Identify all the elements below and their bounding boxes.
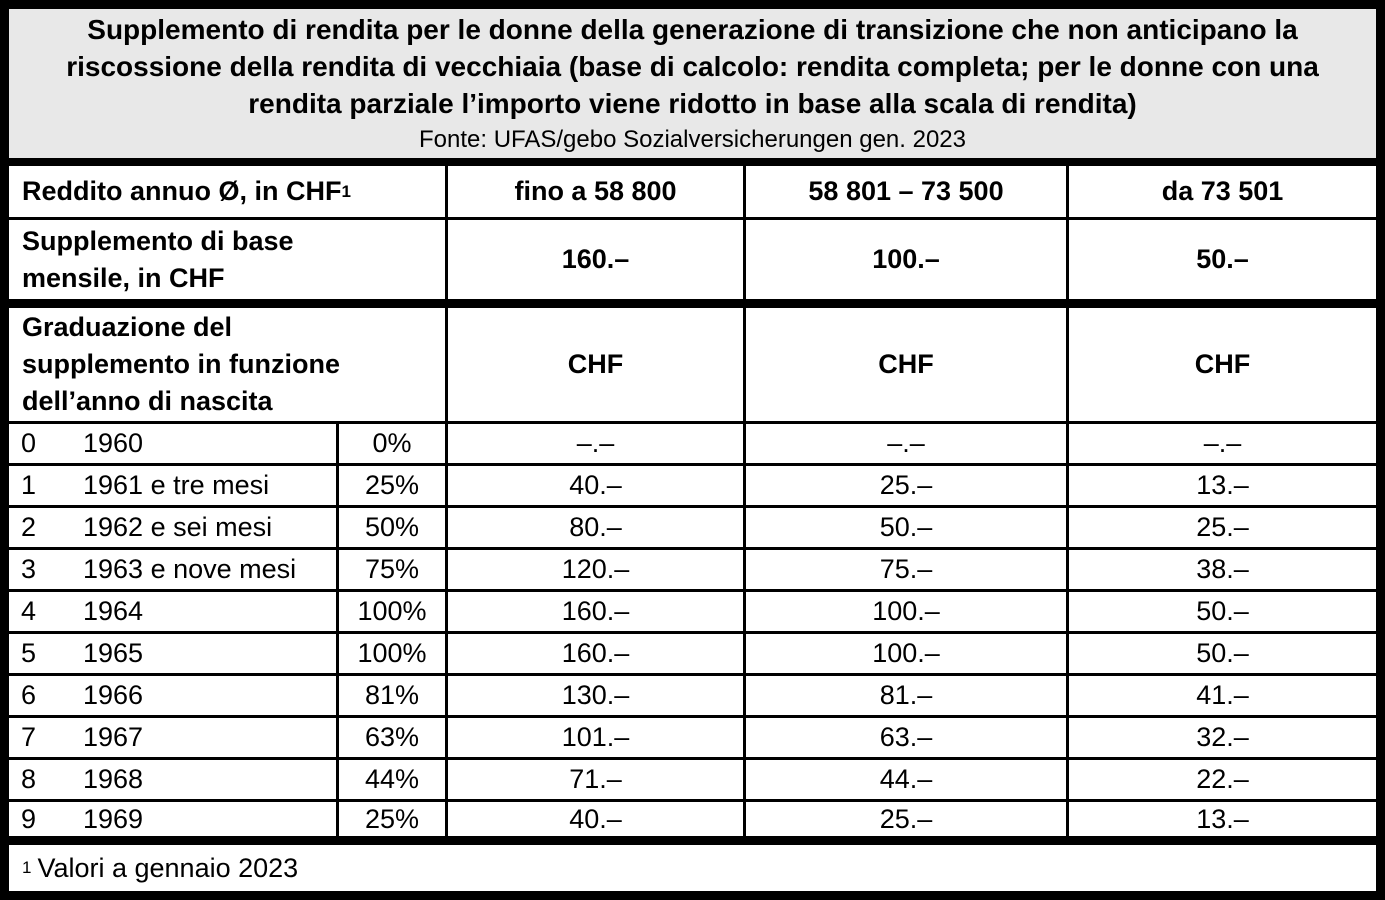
scale-number: 9 bbox=[21, 803, 37, 834]
graduation-header-row bbox=[9, 308, 1376, 424]
footnote: 1 Valori a gennaio 2023 bbox=[22, 852, 299, 883]
birth-year: 1962 e sei mesi bbox=[83, 512, 273, 542]
graduation-label-line-1: Graduazione del bbox=[22, 312, 233, 342]
amount-low-income: 40.– bbox=[445, 466, 743, 505]
amount-low-income: 71.– bbox=[445, 760, 743, 799]
scale-birth-cell bbox=[9, 424, 336, 463]
amount-low-income: 160.– bbox=[445, 634, 743, 673]
scale-number: 2 bbox=[21, 512, 37, 542]
percentage: 44% bbox=[336, 760, 445, 799]
scale-number: 1 bbox=[21, 470, 37, 500]
scale-row-7 bbox=[9, 718, 1376, 760]
scale-birth-cell bbox=[9, 508, 336, 547]
amount-low-income: 80.– bbox=[445, 508, 743, 547]
amount-low-income: 120.– bbox=[445, 550, 743, 589]
scale-birth-cell bbox=[9, 550, 336, 589]
currency-header-mid: CHF bbox=[743, 308, 1066, 421]
amount-mid-income: 100.– bbox=[743, 634, 1066, 673]
percentage: 100% bbox=[336, 592, 445, 631]
scale-birth-cell bbox=[9, 466, 336, 505]
amount-high-income: 32.– bbox=[1066, 718, 1376, 757]
scale-birth-cell bbox=[9, 802, 336, 836]
scale-row-1 bbox=[9, 466, 1376, 508]
amount-mid-income: 100.– bbox=[743, 592, 1066, 631]
amount-mid-income: 63.– bbox=[743, 718, 1066, 757]
birth-year: 1960 bbox=[83, 428, 144, 458]
birth-year: 1968 bbox=[83, 764, 144, 794]
percentage: 63% bbox=[336, 718, 445, 757]
amount-high-income: –.– bbox=[1066, 424, 1376, 463]
scale-row-3 bbox=[9, 550, 1376, 592]
percentage: 0% bbox=[336, 424, 445, 463]
income-header-row bbox=[9, 166, 1376, 220]
scale-number: 4 bbox=[21, 596, 37, 626]
amount-high-income: 38.– bbox=[1066, 550, 1376, 589]
scale-birth-cell bbox=[9, 718, 336, 757]
scale-birth-cell bbox=[9, 634, 336, 673]
amount-mid-income: 75.– bbox=[743, 550, 1066, 589]
percentage: 75% bbox=[336, 550, 445, 589]
amount-high-income: 22.– bbox=[1066, 760, 1376, 799]
scale-row-9 bbox=[9, 802, 1376, 845]
percentage: 81% bbox=[336, 676, 445, 715]
base-supplement-row bbox=[9, 220, 1376, 308]
title-line-1: Supplemento di rendita per le donne della generazione di transizione che non anticipano la bbox=[87, 14, 1298, 45]
amount-low-income: 40.– bbox=[445, 802, 743, 836]
percentage: 100% bbox=[336, 634, 445, 673]
scale-row-2 bbox=[9, 508, 1376, 550]
amount-high-income: 13.– bbox=[1066, 802, 1376, 836]
scale-row-5 bbox=[9, 634, 1376, 676]
birth-year: 1966 bbox=[83, 680, 144, 710]
amount-mid-income: 44.– bbox=[743, 760, 1066, 799]
amount-mid-income: 25.– bbox=[743, 802, 1066, 836]
amount-mid-income: –.– bbox=[743, 424, 1066, 463]
amount-low-income: 101.– bbox=[445, 718, 743, 757]
amount-high-income: 50.– bbox=[1066, 634, 1376, 673]
amount-low-income: 130.– bbox=[445, 676, 743, 715]
scale-birth-cell bbox=[9, 676, 336, 715]
amount-high-income: 41.– bbox=[1066, 676, 1376, 715]
amount-mid-income: 50.– bbox=[743, 508, 1066, 547]
scale-number: 6 bbox=[21, 680, 37, 710]
percentage: 50% bbox=[336, 508, 445, 547]
scale-number: 5 bbox=[21, 638, 37, 668]
income-label: Reddito annuo Ø, in CHF bbox=[22, 176, 342, 206]
scale-number: 7 bbox=[21, 722, 37, 752]
graduation-label-cell bbox=[9, 308, 445, 421]
income-range-mid: 58 801 – 73 500 bbox=[743, 166, 1066, 217]
amount-low-income: –.– bbox=[445, 424, 743, 463]
scale-row-4 bbox=[9, 592, 1376, 634]
base-amount-high: 50.– bbox=[1066, 220, 1376, 299]
birth-year: 1961 e tre mesi bbox=[83, 470, 270, 500]
scale-row-0 bbox=[9, 424, 1376, 466]
percentage: 25% bbox=[336, 802, 445, 836]
scale-number: 3 bbox=[21, 554, 37, 584]
currency-header-high: CHF bbox=[1066, 308, 1376, 421]
graduation-label-line-2: supplemento in funzione bbox=[22, 349, 340, 379]
base-supplement-label-line-2: mensile, in CHF bbox=[22, 262, 225, 293]
amount-low-income: 160.– bbox=[445, 592, 743, 631]
graduation-label-line-3: dell’anno di nascita bbox=[22, 386, 273, 416]
currency-header-low: CHF bbox=[445, 308, 743, 421]
birth-year: 1967 bbox=[83, 722, 144, 752]
title-line-3: rendita parziale l’importo viene ridotto in base alla scala di rendita) bbox=[248, 88, 1137, 119]
scale-birth-cell bbox=[9, 592, 336, 631]
scale-row-8 bbox=[9, 760, 1376, 802]
birth-year: 1965 bbox=[83, 638, 144, 668]
footnote-text: Valori a gennaio 2023 bbox=[37, 852, 299, 883]
source-line: Fonte: UFAS/gebo Sozialversicherungen gen. 2023 bbox=[418, 126, 967, 153]
amount-high-income: 13.– bbox=[1066, 466, 1376, 505]
scale-row-6 bbox=[9, 676, 1376, 718]
base-amount-mid: 100.– bbox=[743, 220, 1066, 299]
scale-number: 0 bbox=[21, 428, 37, 458]
birth-year: 1969 bbox=[83, 803, 144, 834]
income-range-high: da 73 501 bbox=[1066, 166, 1376, 217]
scale-birth-cell bbox=[9, 760, 336, 799]
income-range-low: fino a 58 800 bbox=[445, 166, 743, 217]
title-line-2: riscossione della rendita di vecchiaia (base di calcolo: rendita completa; per le donne con una bbox=[66, 51, 1319, 82]
amount-high-income: 50.– bbox=[1066, 592, 1376, 631]
birth-year: 1963 e nove mesi bbox=[83, 554, 297, 584]
income-label-cell: Reddito annuo Ø, in CHF 1 bbox=[22, 176, 351, 206]
table-header-block bbox=[9, 9, 1376, 166]
base-supplement-label-line-1: Supplemento di base bbox=[22, 225, 294, 256]
scale-number: 8 bbox=[21, 764, 37, 794]
base-supplement-label-cell bbox=[9, 220, 445, 299]
amount-high-income: 25.– bbox=[1066, 508, 1376, 547]
base-amount-low: 160.– bbox=[445, 220, 743, 299]
birth-year: 1964 bbox=[83, 596, 144, 626]
percentage: 25% bbox=[336, 466, 445, 505]
amount-mid-income: 25.– bbox=[743, 466, 1066, 505]
amount-mid-income: 81.– bbox=[743, 676, 1066, 715]
